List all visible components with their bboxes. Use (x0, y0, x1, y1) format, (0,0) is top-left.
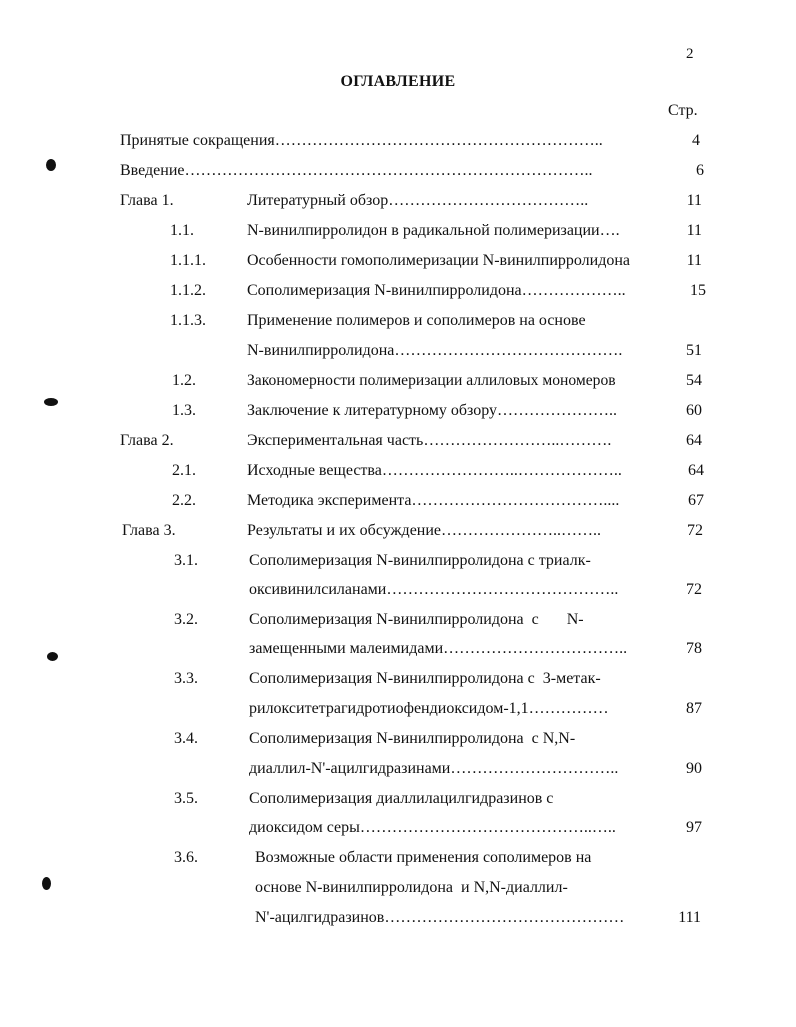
toc-page: 6 (696, 162, 704, 179)
toc-title: Сополимеризация N-винилпирролидона……………….. (247, 282, 626, 299)
toc-title-introduction: Введение………………………………………………………………….. (120, 162, 593, 179)
toc-page: 72 (686, 581, 702, 598)
toc-title: Методика эксперимента……………………………….... (247, 492, 620, 509)
toc-title: Сополимеризация N-винилпирролидона с триалк- (249, 552, 591, 569)
toc-title: Результаты и их обсуждение…………………..…….. (247, 522, 602, 539)
page-number: 2 (686, 46, 694, 62)
toc-number: Глава 3. (122, 522, 176, 539)
toc-page: 64 (688, 462, 704, 479)
toc-title: Возможные области применения сополимеров на (255, 849, 592, 866)
toc-page: 15 (690, 282, 706, 299)
toc-title: Сополимеризация N-винилпирролидона с N,N- (249, 730, 576, 747)
toc-number: 2.1. (172, 462, 196, 479)
page-title: ОГЛАВЛЕНИЕ (340, 73, 456, 90)
toc-page: 90 (686, 760, 702, 777)
toc-page: 64 (686, 432, 702, 449)
toc-page: 72 (687, 522, 703, 539)
toc-number: 3.4. (174, 730, 198, 747)
toc-title: Применение полимеров и сополимеров на основе (247, 312, 586, 329)
toc-number: 1.1.3. (170, 312, 206, 329)
toc-title: Сополимеризация диаллилацилгидразинов с (249, 790, 554, 807)
scan-artifact-mark (42, 877, 51, 890)
toc-page: 111 (678, 909, 701, 926)
toc-title: N-винилпирролидон в радикальной полимеризации…. (247, 222, 620, 239)
page-column-header: Стр. (668, 102, 698, 119)
toc-page: 60 (686, 402, 702, 419)
toc-number: 3.6. (174, 849, 198, 866)
scan-artifact-mark (46, 159, 56, 171)
toc-title: Закономерности полимеризации аллиловых мономеров (247, 372, 616, 389)
toc-title-continuation: оксивинилсиланами…………………………………….. (249, 581, 619, 598)
toc-page: 11 (686, 192, 702, 209)
toc-title-continuation: диаллил-N'-ацилгидразинами………………………….. (249, 760, 619, 777)
toc-title: Заключение к литературному обзору………………….. (247, 402, 618, 419)
toc-number: 3.5. (174, 790, 198, 807)
toc-number: 1.1. (170, 222, 194, 239)
toc-title-continuation: замещенными малеимидами…………………………….. (249, 640, 628, 657)
toc-title: Экспериментальная часть……………………..………. (247, 432, 612, 449)
toc-page: 4 (692, 132, 700, 149)
toc-title-continuation: основе N-винилпирролидона и N,N-диаллил- (255, 879, 568, 896)
toc-page: 54 (686, 372, 702, 389)
toc-page: 67 (688, 492, 704, 509)
toc-number: Глава 1. (120, 192, 174, 209)
scan-artifact-mark (47, 652, 58, 661)
toc-title-continuation: N-винилпирролидона……………………………………. (247, 342, 623, 359)
toc-title-continuation: диоксидом серы……………………………………..….. (249, 819, 616, 836)
toc-title-continuation: N'-ацилгидразинов……………………………………… (255, 909, 625, 926)
scan-artifact-mark (44, 398, 58, 406)
toc-title-continuation: рилокситетрагидротиофендиоксидом-1,1…………… (249, 700, 609, 717)
toc-page: 78 (686, 640, 702, 657)
toc-number: 1.3. (172, 402, 196, 419)
toc-page: 11 (686, 222, 702, 239)
toc-title: Сополимеризация N-винилпирролидона с N- (249, 611, 584, 628)
toc-page: 97 (686, 819, 702, 836)
toc-number: 1.1.1. (170, 252, 206, 269)
toc-title: Особенности гомополимеризации N-винилпирролидона (247, 252, 631, 269)
toc-number: 1.2. (172, 372, 196, 389)
toc-number: 3.1. (174, 552, 198, 569)
toc-title: Литературный обзор……………………………….. (247, 192, 589, 209)
toc-number: Глава 2. (120, 432, 174, 449)
toc-page: 11 (686, 252, 702, 269)
toc-number: 3.3. (174, 670, 198, 687)
toc-page: 87 (686, 700, 702, 717)
toc-number: 1.1.2. (170, 282, 206, 299)
toc-title: Сополимеризация N-винилпирролидона с 3-метак- (249, 670, 601, 687)
toc-number: 3.2. (174, 611, 198, 628)
toc-title: Исходные вещества……………………..……………….. (247, 462, 622, 479)
toc-number: 2.2. (172, 492, 196, 509)
toc-page: 51 (686, 342, 702, 359)
toc-title-abbreviations: Принятые сокращения…………………………………………………….. (120, 132, 603, 149)
